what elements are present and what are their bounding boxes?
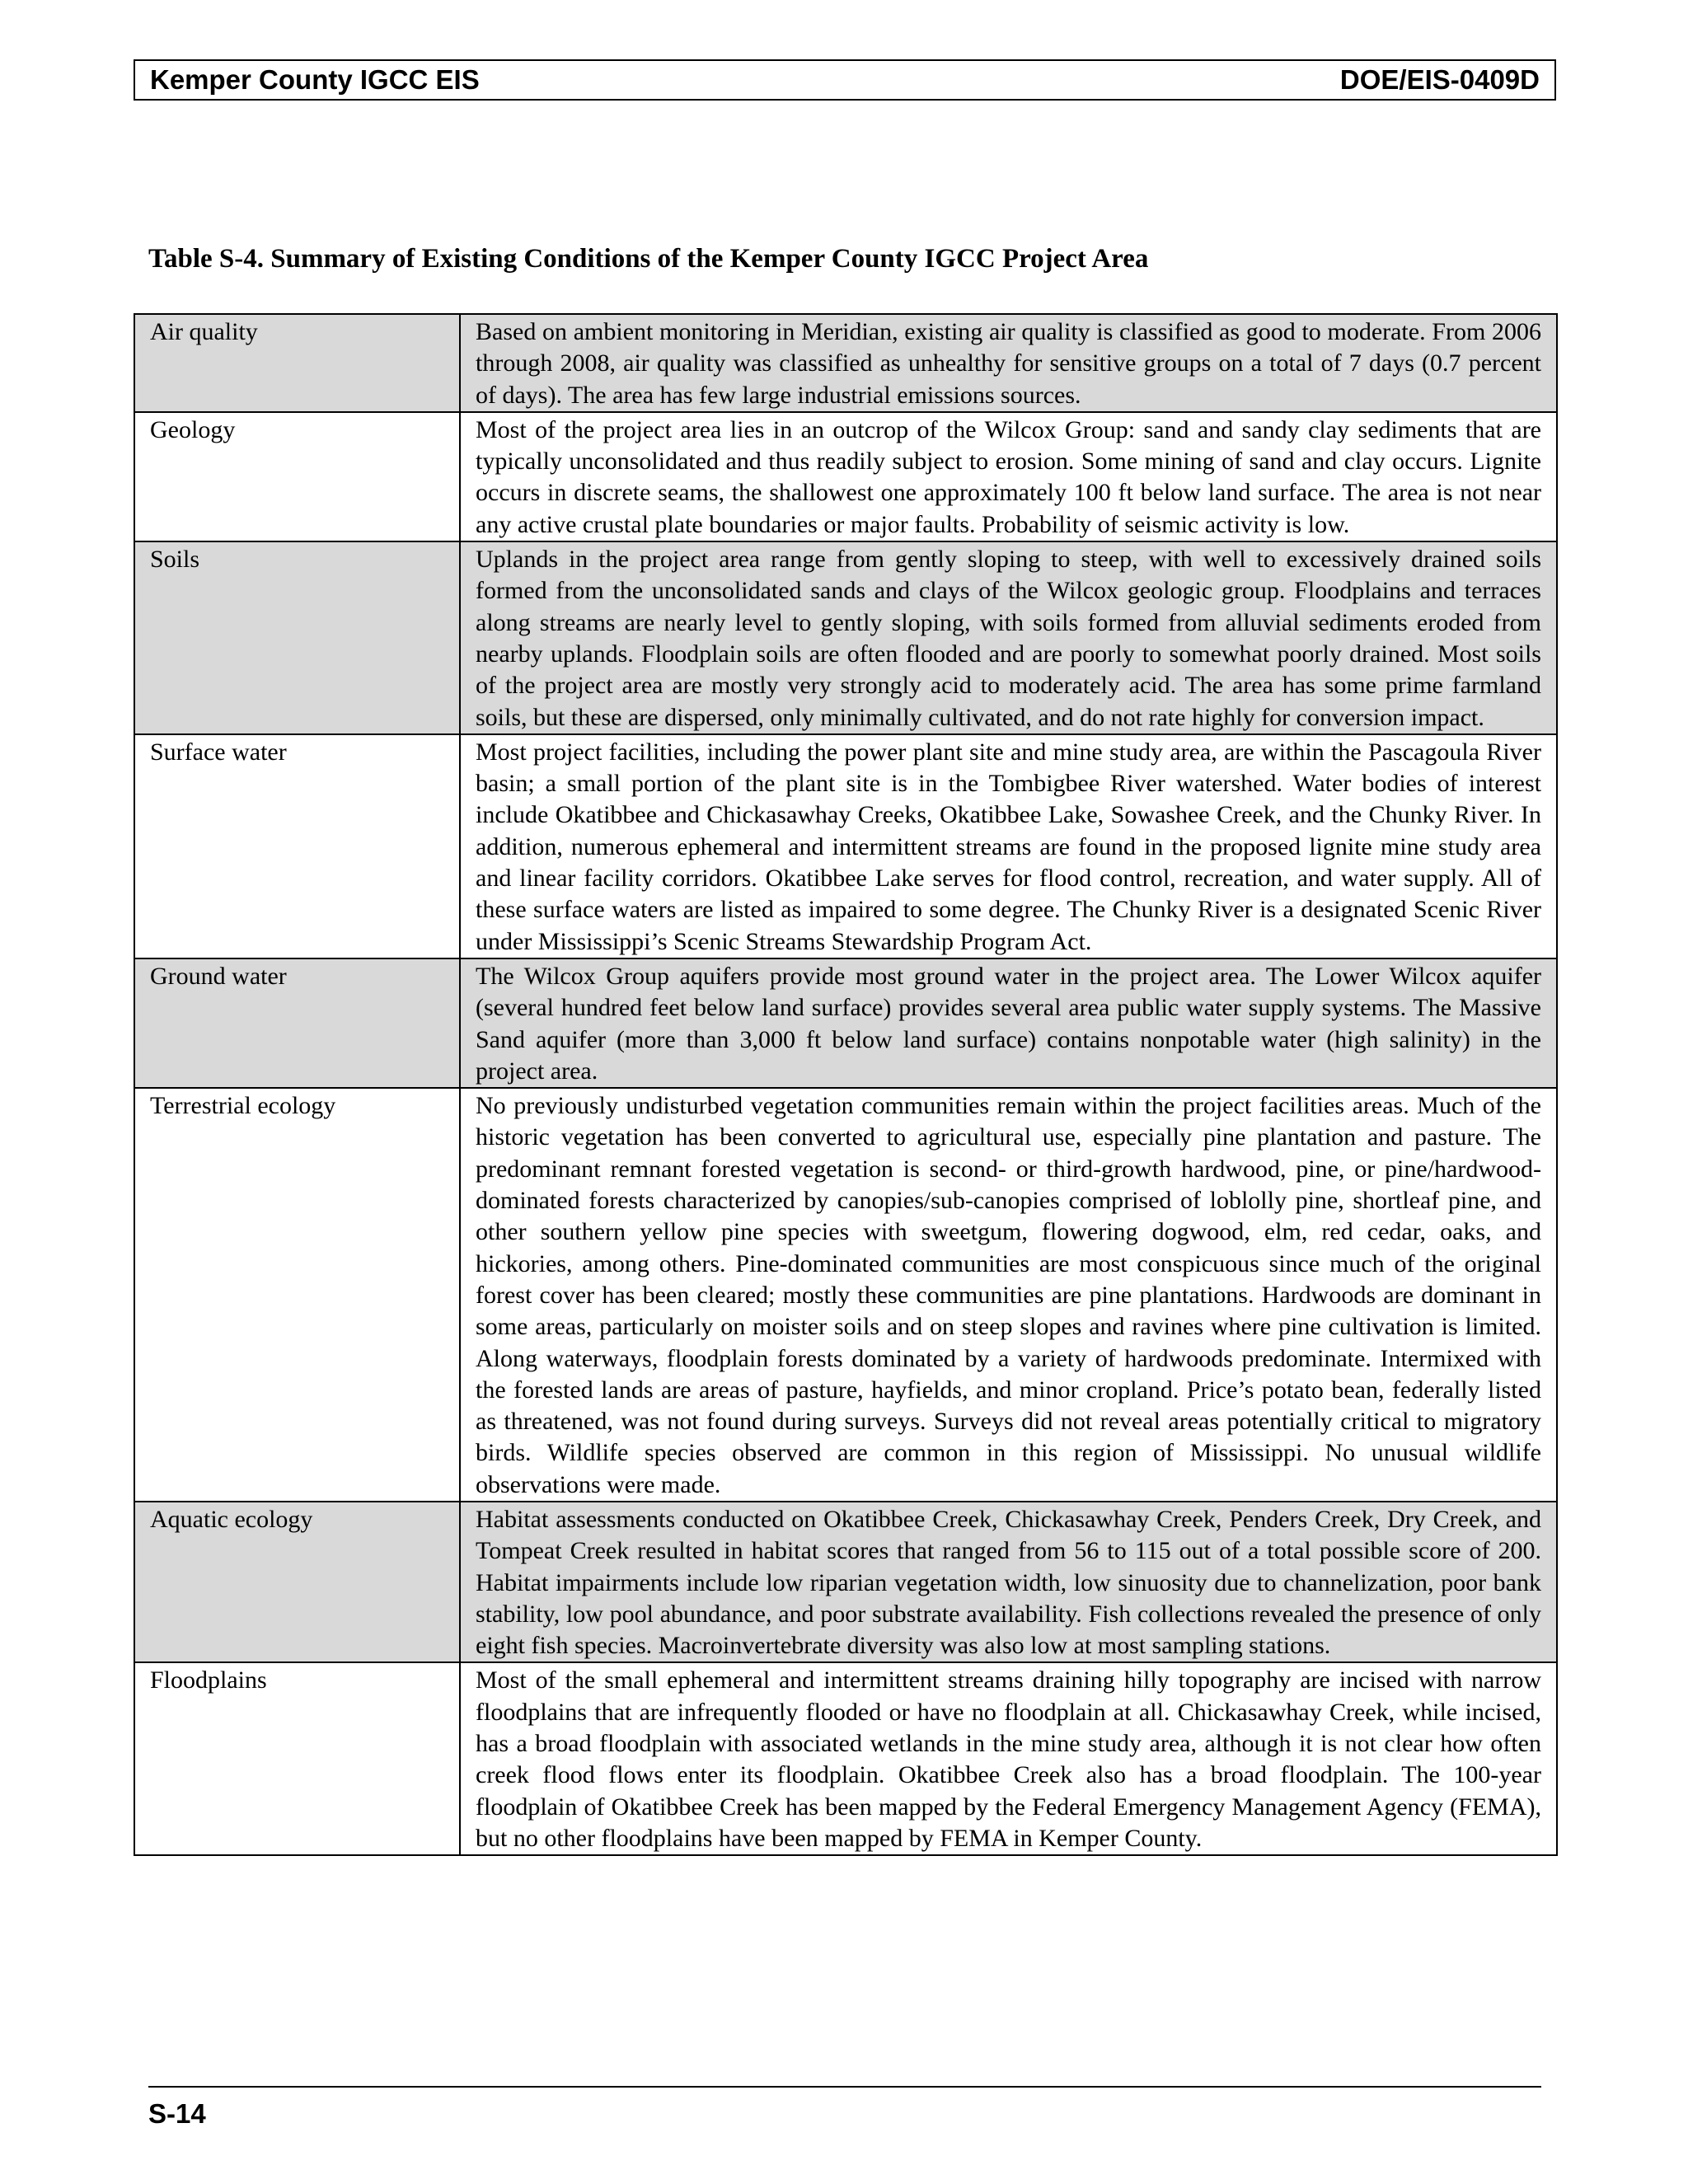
table-row-geology — [134, 412, 1557, 541]
row-topic: Ground water — [134, 958, 460, 1088]
row-description: Most of the project area lies in an outcrop of the Wilcox Group: sand and sandy clay sediments that are typically unconsolidated and thus readily subject to erosion. Some mining of sand and clay occurs. Lignite occurs in discrete seams, the shallowest one approximately 100 ft below land surface. The area is not near any active crustal plate boundaries or major faults. Probability of seismic activity is low. — [460, 412, 1557, 541]
table-title: Table S-4. Summary of Existing Conditions of the Kemper County IGCC Project Area — [148, 244, 1149, 274]
running-header — [134, 59, 1556, 101]
table-row-soils — [134, 541, 1557, 734]
row-description: Most of the small ephemeral and intermittent streams draining hilly topography are incised with narrow floodplains that are infrequently flooded or have no floodplain at all. Chickasawhay Creek, while incised, has a broad floodplain with associated wetlands in the mine study area, although it is not clear how often creek flood flows enter its floodplain. Okatibbee Creek also has a broad floodplain. The 100-year floodplain of Okatibbee Creek has been mapped by the Federal Emergency Management Agency (FEMA), but no other floodplains have been mapped by FEMA in Kemper County. — [460, 1662, 1557, 1855]
table-row-surface-water — [134, 734, 1557, 958]
row-description — [460, 314, 1557, 412]
row-description: Most project facilities, including the power plant site and mine study area, are within the Pascagoula River basin; a small portion of the plant site is in the Tombigbee River watershed. Water bodies of interest include Okatibbee and Chickasawhay Creeks, Okatibbee Lake, Sowashee Creek, and the Chunky River. In addition, numerous ephemeral and intermittent streams are found in the proposed lignite mine study area and linear facility corridors. Okatibbee Lake serves for flood control, recreation, and water supply. All of these surface waters are listed as impaired to some degree. The Chunky River is a designated Scenic River under Mississippi’s Scenic Streams Stewardship Program Act. — [460, 734, 1557, 958]
table-row-ground-water — [134, 958, 1557, 1088]
table-row-aquatic-ecology — [134, 1502, 1557, 1662]
row-description: The Wilcox Group aquifers provide most ground water in the project area. The Lower Wilcox aquifer (several hundred feet below land surface) provides several area public water supply systems. The Massive Sand aquifer (more than 3,000 ft below land surface) contains nonpotable water (high salinity) in the project area. — [460, 958, 1557, 1088]
footer-rule — [148, 2086, 1541, 2088]
row-topic: Geology — [134, 412, 460, 541]
table-row-terrestrial-ecology — [134, 1088, 1557, 1502]
row-topic: Floodplains — [134, 1662, 460, 1855]
description-text: Based on ambient monitoring in Meridian, existing air quality is classified as good to moderate. From 2006 through 2008, air quality was classified as unhealthy for sensitive groups on a total of 7 days (0.7 percent of days). The area has few large industrial emissions sources. — [476, 318, 1541, 409]
table-row-floodplains — [134, 1662, 1557, 1855]
table-row-air-quality — [134, 314, 1557, 412]
row-topic: Surface water — [134, 734, 460, 958]
row-description: Uplands in the project area range from gently sloping to steep, with well to excessively drained soils formed from the unconsolidated sands and clays of the Wilcox geologic group. Floodplains and terraces along streams are nearly level to gently sloping, with soils formed from alluvial sediments eroded from nearby uplands. Floodplain soils are often flooded and are poorly to somewhat poorly drained. Most soils of the project area are mostly very strongly acid to moderately acid. The area has some prime farmland soils, but these are dispersed, only minimally cultivated, and do not rate highly for conversion impact. — [460, 541, 1557, 734]
row-topic: Aquatic ecology — [134, 1502, 460, 1662]
row-description: No previously undisturbed vegetation communities remain within the project facilities areas. Much of the historic vegetation has been converted to agricultural use, especially pine plantation and pasture. The predominant remnant forested vegetation is second- or third-growth hardwood, pine, or pine/hardwood-dominated forests characterized by canopies/sub-canopies comprised of loblolly pine, shortleaf pine, and other southern yellow pine species with sweetgum, flowering dogwood, elm, red cedar, oaks, and hickories, among others. Pine-dominated communities are most conspicuous since much of the original forest cover has been cleared; mostly these communities are pine plantations. Hardwoods are dominant in some areas, particularly on moister soils and on steep slopes and ravines where pine cultivation is limited. Along waterways, floodplain forests dominated by a variety of hardwoods predominate. Intermixed with the forested lands are areas of pasture, hayfields, and minor cropland. Price’s potato bean, federally listed as threatened, was not found during surveys. Surveys did not reveal areas potentially critical to migratory birds. Wildlife species observed are common in this region of Mississippi. No unusual wildlife observations were made. — [460, 1088, 1557, 1502]
row-description: Habitat assessments conducted on Okatibbee Creek, Chickasawhay Creek, Penders Creek, Dry Creek, and Tompeat Creek resulted in habitat scores that ranged from 56 to 115 out of a total possible score of 200. Habitat impairments include low riparian vegetation width, low sinuosity due to channelization, poor bank stability, low pool abundance, and poor substrate availability. Fish collections revealed the presence of only eight fish species. Macroinvertebrate diversity was also low at most sampling stations. — [460, 1502, 1557, 1662]
existing-conditions-table — [134, 313, 1558, 1856]
document-number: DOE/EIS-0409D — [1339, 64, 1540, 95]
row-topic: Terrestrial ecology — [134, 1088, 460, 1502]
row-topic: Air quality — [134, 314, 460, 412]
row-topic: Soils — [134, 541, 460, 734]
document-title: Kemper County IGCC EIS — [150, 64, 480, 95]
page-number: S-14 — [148, 2098, 206, 2129]
